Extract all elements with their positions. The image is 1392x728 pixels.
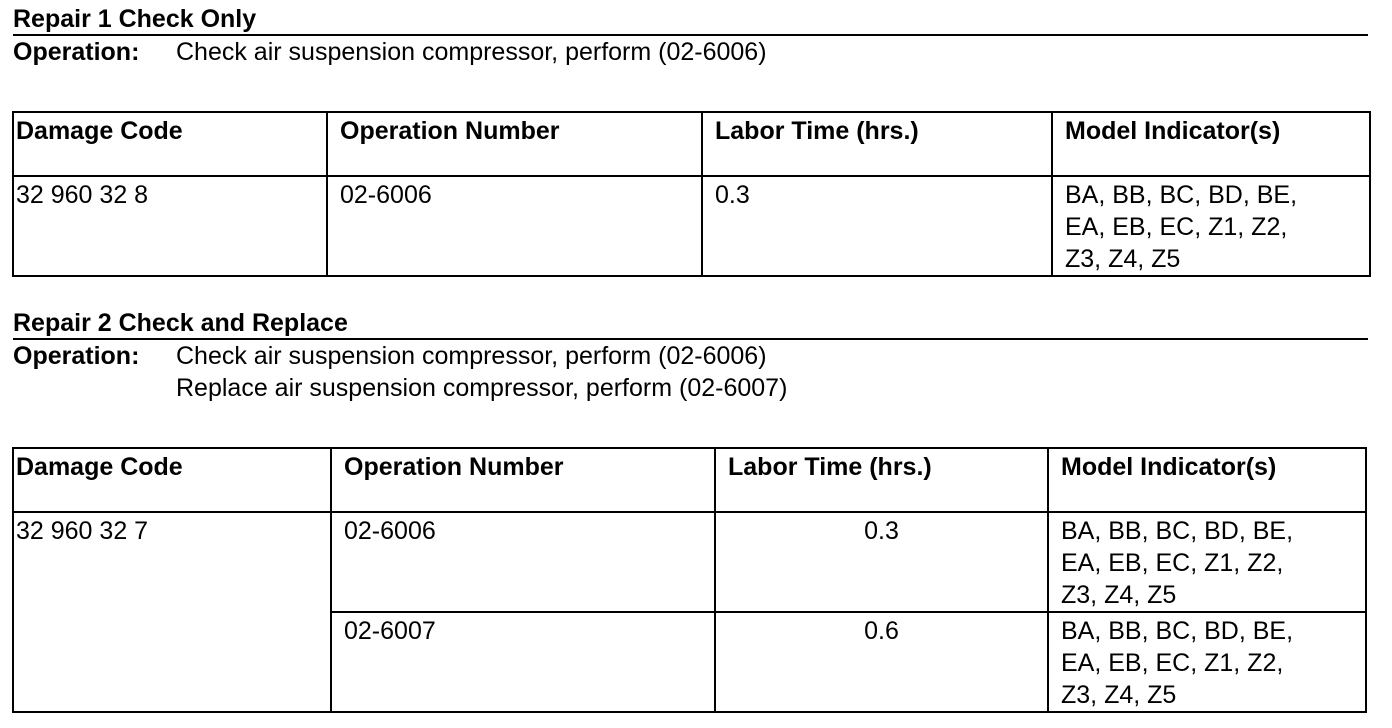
- column-header-labor-time: Labor Time (hrs.): [715, 448, 1048, 512]
- labor-time-cell: 0.3: [715, 512, 1048, 612]
- model-indicators-cell: [1052, 176, 1370, 276]
- model-indicators-line: BA, BB, BC, BD, BE,: [1065, 181, 1298, 209]
- table-row: [13, 512, 1366, 612]
- repair-2-operation-line: Replace air suspension compressor, perform (02-6007): [176, 374, 788, 402]
- model-indicators-line: EA, EB, EC, Z1, Z2,: [1061, 549, 1284, 577]
- repair-1-operation-label: Operation:: [13, 38, 140, 66]
- model-indicators-line: Z3, Z4, Z5: [1061, 681, 1177, 709]
- model-indicators-line: EA, EB, EC, Z1, Z2,: [1065, 213, 1288, 241]
- repair-1-labor-table: [12, 111, 1371, 277]
- column-header-damage-code: Damage Code: [13, 448, 331, 512]
- model-indicators-cell: [1048, 512, 1366, 612]
- table-header-row: [13, 448, 1366, 512]
- model-indicators-cell: [1048, 612, 1366, 712]
- column-header-operation-number: Operation Number: [331, 448, 715, 512]
- repair-2-title: Repair 2 Check and Replace: [13, 309, 348, 337]
- labor-time-cell: 0.6: [715, 612, 1048, 712]
- repair-2-operation-label: Operation:: [13, 342, 140, 370]
- model-indicators-line: BA, BB, BC, BD, BE,: [1061, 617, 1294, 645]
- damage-code-cell: 32 960 32 7: [13, 512, 331, 712]
- repair-1-title: Repair 1 Check Only: [13, 5, 257, 33]
- model-indicators-line: Z3, Z4, Z5: [1061, 581, 1177, 609]
- operation-number-cell: 02-6006: [327, 176, 702, 276]
- model-indicators-line: Z3, Z4, Z5: [1065, 245, 1181, 273]
- column-header-operation-number: Operation Number: [327, 112, 702, 176]
- column-header-labor-time: Labor Time (hrs.): [702, 112, 1052, 176]
- model-indicators-line: EA, EB, EC, Z1, Z2,: [1061, 649, 1284, 677]
- repair-2-operation-line: Check air suspension compressor, perform (02-6006): [176, 342, 767, 370]
- model-indicators-line: BA, BB, BC, BD, BE,: [1061, 517, 1294, 545]
- operation-number-cell: 02-6006: [331, 512, 715, 612]
- column-header-damage-code: Damage Code: [13, 112, 327, 176]
- labor-time-cell: 0.3: [702, 176, 1052, 276]
- repair-1-operation-line: Check air suspension compressor, perform (02-6006): [176, 38, 767, 66]
- column-header-model-indicators: Model Indicator(s): [1052, 112, 1370, 176]
- damage-code-cell: 32 960 32 8: [13, 176, 327, 276]
- repair-2-labor-table: [12, 447, 1367, 713]
- operation-number-cell: 02-6007: [331, 612, 715, 712]
- column-header-model-indicators: Model Indicator(s): [1048, 448, 1366, 512]
- table-header-row: [13, 112, 1370, 176]
- table-row: [13, 176, 1370, 276]
